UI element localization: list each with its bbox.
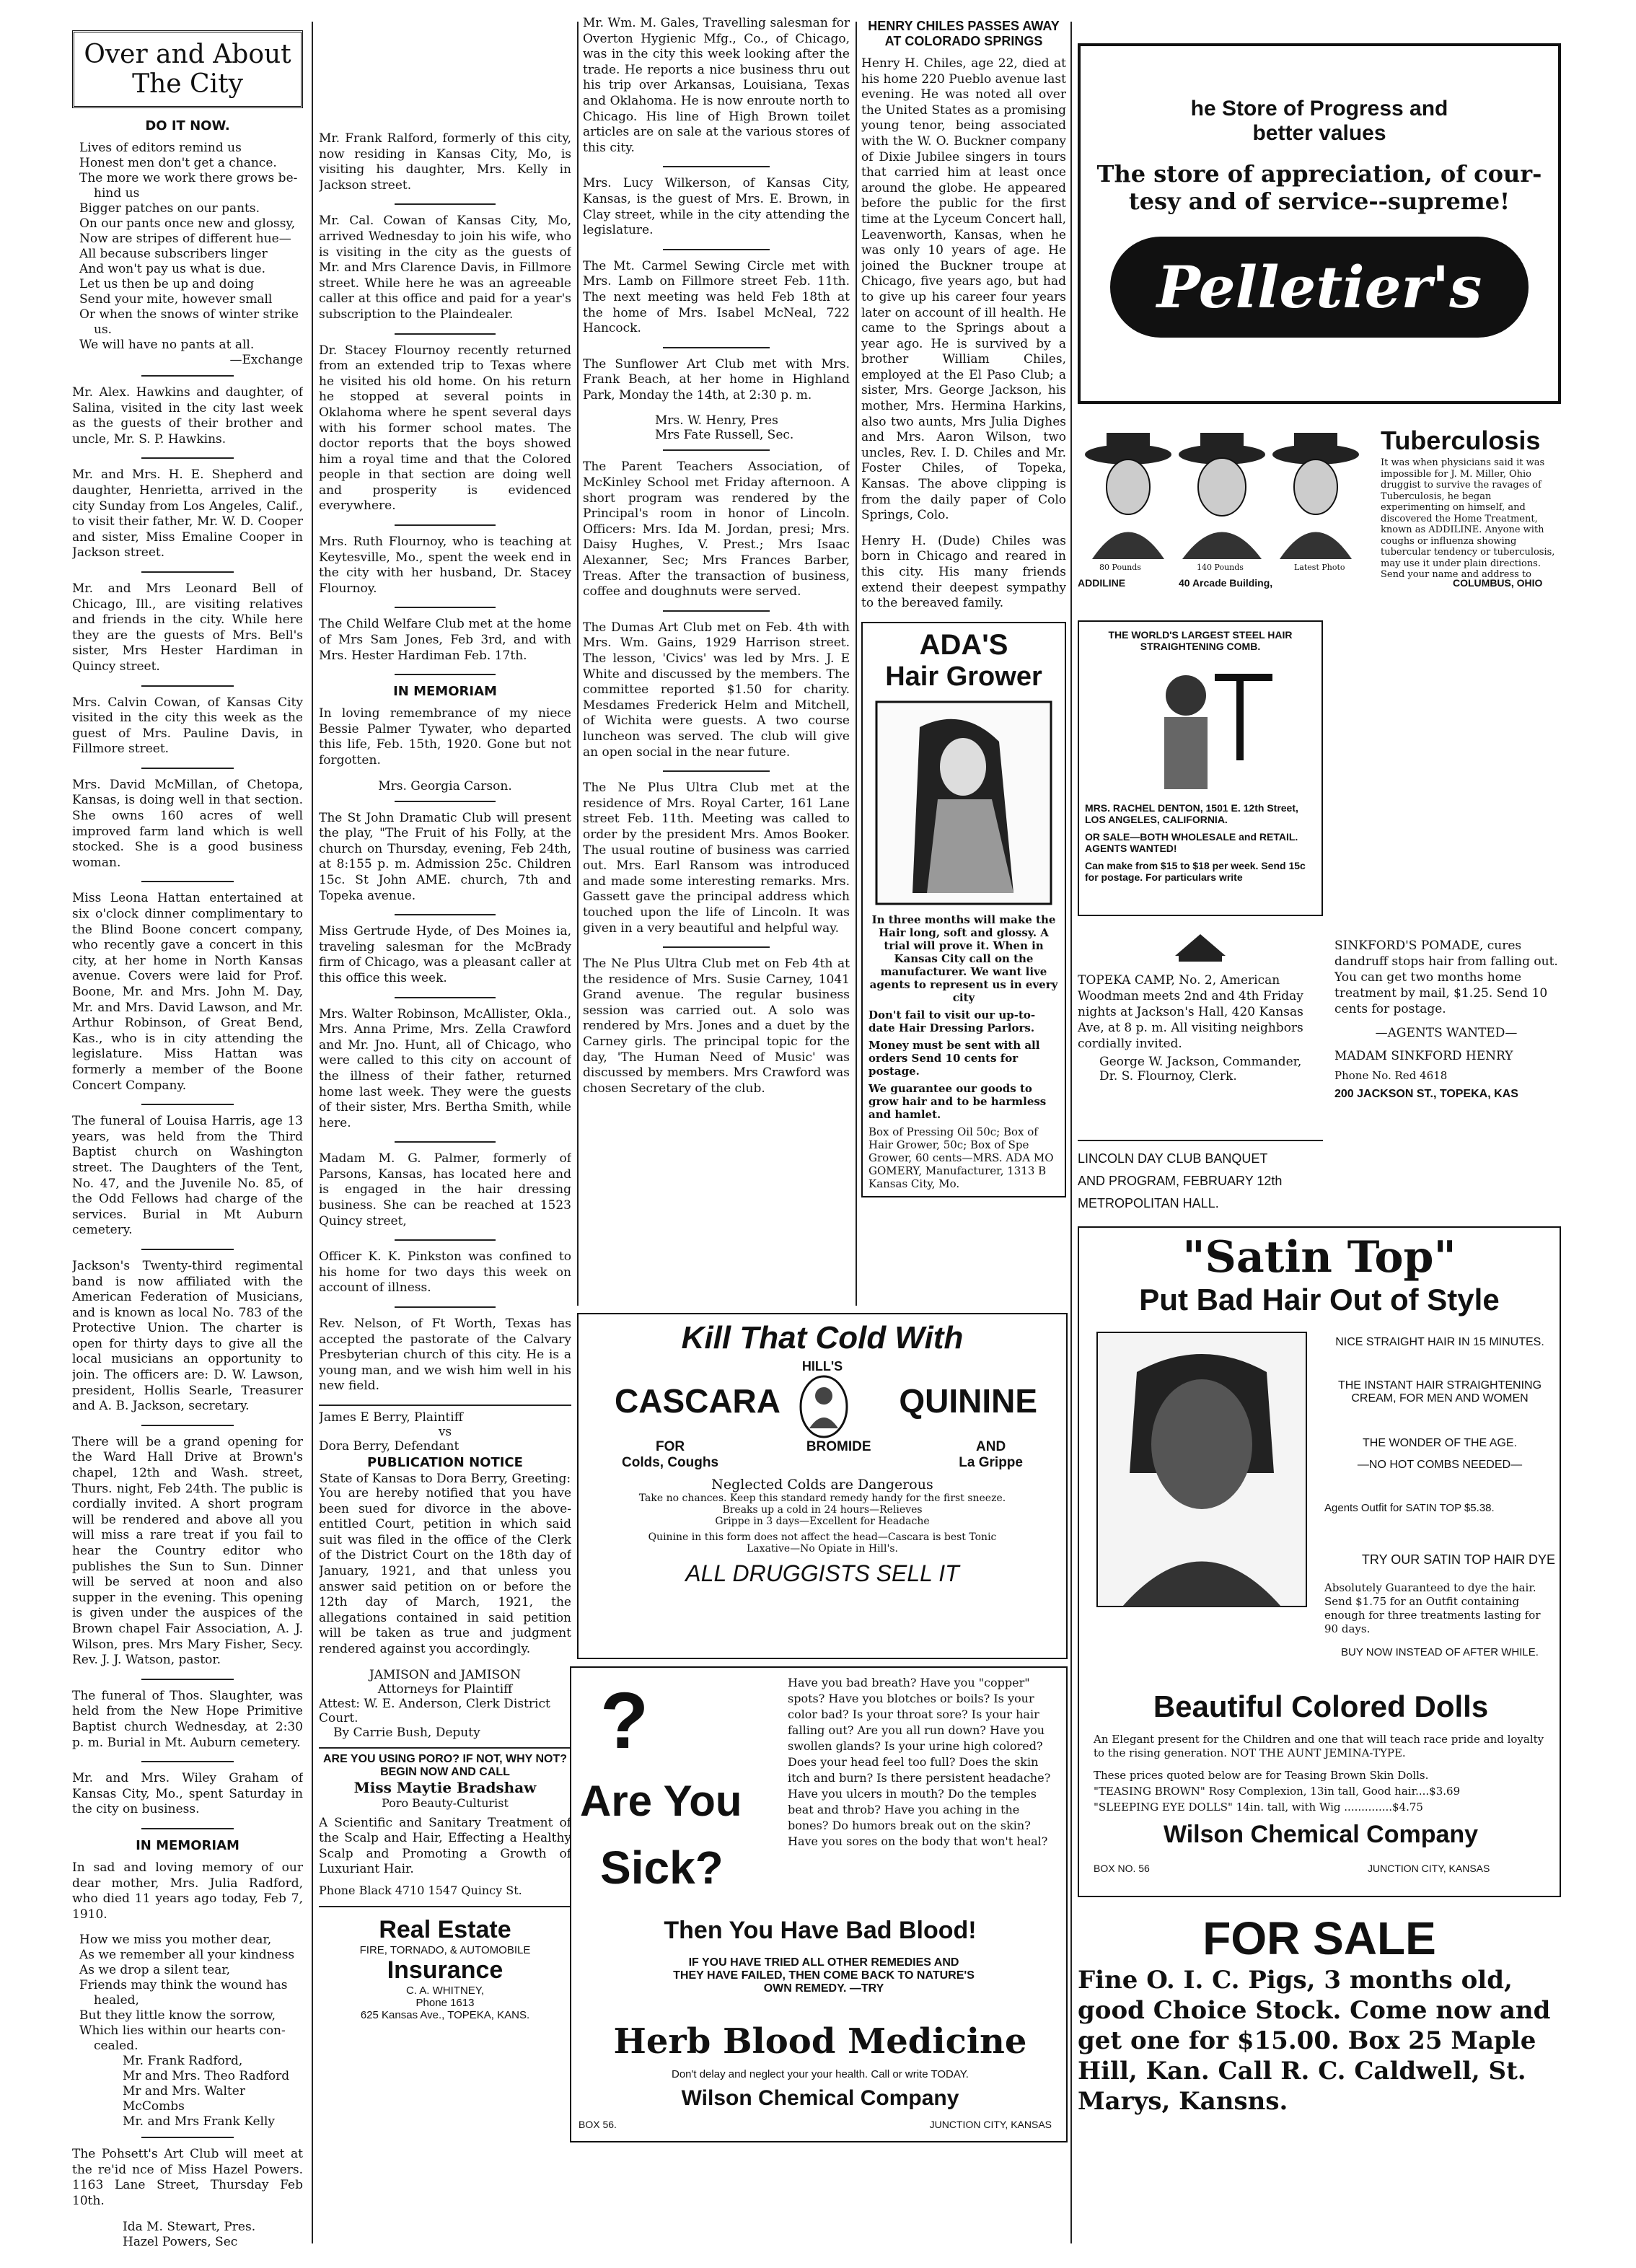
news-item: The Child Welfare Club met at the home of Mrs Sam Jones, Feb 3rd, and with Mrs. Hester Hardiman Feb. 17th.: [319, 617, 571, 663]
woodman-emblem-icon: [1171, 931, 1229, 967]
news-item: Mr. Frank Ralford, formerly of this city, now residing in Kansas City, Mo, is visiting his daughter, Mrs. Kelly in Jackson street.: [319, 131, 571, 193]
memoriam-text: In loving remembrance of my niece Bessie Palmer Tywater, who departed this life, Feb. 15th, 1920. Gone but not forgotten.: [319, 706, 571, 768]
column-rule: [577, 22, 579, 1306]
poem-title: DO IT NOW.: [145, 118, 230, 133]
woman-portrait-image: [869, 698, 1058, 907]
memoriam-poem: How we miss you mother dear, As we remember all your kindness As we drop a silent tear, Friends may think the wound has healed, But they little know the sorrow, Which lies within our hearts con- cealed. Mr. Frank Radford, Mr and Mrs. Theo Radford Mr and Mrs. Walter McCombs Mr. and Mrs Frank Kelly: [79, 1933, 295, 2129]
ada-ad: ADA'S Hair Grower In three months will make the Hair long, soft and glossy. A trial will prove it. When in Kansas City call on the manufacturer. We want live agents to represent us in every city Don't fail to visit our up-to-date Hair Dressing Parlors. Money must be sent with all orders Send 10 cents for postage. We guarantee our goods to grow hair and to be harmless and hamlet. Box of Pressing Oil 50c; Box of Hair Grower, 50c; Box of Spe Grower, 60 cents—MRS. ADA MO GOMERY, Manufacturer, 1313 B Kansas City, Mo.: [861, 622, 1066, 1197]
comb-ad: THE WORLD'S LARGEST STEEL HAIR STRAIGHTENING COMB. MRS. RACHEL DENTON, 1501 E. 12th Street, LOS ANGELES, CALIFORNIA. OR SALE—BOTH WHOLESALE and RETAIL. AGENTS WANTED! Can make from $15 to $18 per week. Send 15c for postage. For particulars write: [1078, 620, 1323, 916]
column-1: Over and About The City DO IT NOW. Lives of editors remind us Honest men don't get a chance. The more we work there grows be- hind us Bigger patches on our pants. On our pants once new and glossy, Now are stripes of different hue— All because subscribers linger And won't pay us what is due. Let us then be up and doing Send your mite, however small Or when the snows of winter strike us. We will have no pants at all. —Exchange Mr. Alex. Hawkins and daughter, of Salina, visited in the city last week as the guests of their brother and uncle, Mr. S. P. Hawkins. Mr. and Mrs. H. E. Shepherd and daughter, Henrietta, arrived in the city Sunday from Los Angeles, Calif., to visit their father, Mr. W. D. Cooper and sister, Miss Emaline Cooper in Jackson street. Mr. and Mrs Leonard Bell of Chicago, Ill., are visiting relatives and friends in the city. While here they are the guests of Mrs. Bell's sister, Mrs Hester Hardiman in Quincy street. Mrs. Calvin Cowan, of Kansas City visited in the city this week as the guest of Mrs. Pauline Davis, in Fillmore street. Mrs. David McMillan, of Chetopa, Kansas, is doing well in that section. She owns 160 acres of well improved farm land which is well stocked. She is a good business woman. Miss Leona Hattan entertained at six o'clock dinner complimentary to the Blind Boone concert company, who recently gave a concert in this city, at her home in North Kansas avenue. Covers were laid for Prof. Boone, Mr. and Mrs. John M. Day, Mr. and Mrs. David Lawson, and Mr. Arthur Robinson, of Great Bend, Kas., who is in city attending the legislature. Miss Hattan was formerly a member of the Boone Concert Company. The funeral of Louisa Harris, age 13 years, was held from the Third Baptist church on Washington street. The Daughters of the Tent, No. 47, and the Juvenile No. 85, of the Odd Fellows had charge of the services. Burial in Mt Auburn cemetery. Jackson's Twenty-third regimental band is now affiliated with the American Federation of Musicians, and is known as local No. 783 of the Protective Union. The charter is open for thirty days to give all the local musicians an opportunity to join. The officers are: D. W. Lawson, president, Hollis Searle, Treasurer and A. B. Jackson, secretary. There will be a grand opening for the Ward Hall Drive at Brown's chapel, 12th and Wash. street, Thurs. night, Feb 24th. The public is cordially invited. A short program will be rendered and above all you will miss a rare treat if you fail to hear the Country editor who publishes the Sun to Sun. Dinner will be served at noon and also supper in the evening. This opening is given under the auspices of the Brown chapel Fair Association, A. J. Wilson, pres. Mrs Mary Fisher, Secy. Rev. J. J. Watson, pastor. The funeral of Thos. Slaughter, was held from the New Hope Primitive Baptist church Wednesday, at 2:30 p. m. Burial in Mt. Auburn cemetery. Mr. and Mrs. Wiley Graham of Kansas City, Mo., spent Saturday in the city on business. IN MEMORIAM In sad and loving memory of our dear mother, Mrs. Julia Radford, who died 11 years ago today, Feb 7, 1910. How we miss you mother dear, As we remember all your kindness As we drop a silent tear, Friends may think the wound has healed, But they little know the sorrow, Which lies within our hearts con- cealed. Mr. Frank Radford, Mr and Mrs. Theo Radford Mr and Mrs. Walter McCombs Mr. and Mrs Frank Kelly The Pohsett's Art Club will meet at the re'id nce of Miss Hazel Powers. 1163 Lane Street, Thursday Feb 10th. Ida M. Stewart, Pres. Hazel Powers, Sec: [72, 16, 303, 2257]
news-item: Mrs. Ruth Flournoy, who is teaching at Keytesville, Mo., spent the week end in the city with her husband, Dr. Stacey Flournoy.: [319, 535, 571, 596]
chiles-headline: HENRY CHILES PASSES AWAY AT COLORADO SPRINGS: [868, 19, 1060, 48]
satin-top-ad: "Satin Top" Put Bad Hair Out of Style NICE STRAIGHT HAIR IN 15 MINUTES. THE INSTANT HAIR STRAIGHTENING CREAM, FOR MEN AND WOMEN THE WONDER OF THE AGE. —NO HOT COMBS NEEDED— Agents Outfit for SATIN TOP $5.38. TRY OUR SATIN TOP HAIR DYE Absolutely Guaranteed to dye the hair. Send $1.75 for an Outfit containing enough for three treatments lasting for 90 days. BUY NOW INSTEAD OF AFTER WHILE. Beautiful Colored Dolls An Elegant present for the Children and one that will teach race pride and loyalty to the rising generation. NOT THE AUNT JEMINA-TYPE. These prices quoted below are for Teasing Brown Skin Dolls. "TEASING BROWN" Rosy Complexion, 13in tall, Good hair....$3.69 "SLEEPING EYE DOLLS" 14in. tall, with Wig ..............$4.75 Wilson Chemical Company BOX NO. 56 JUNCTION CITY, KANSAS: [1078, 1226, 1561, 1897]
topeka-camp-notice: TOPEKA CAMP, No. 2, American Woodman meets 2nd and 4th Friday nights at Jackson's Hall, 420 Kansas Ave, at 8 p. m. All visiting neighbors cordially invited. George W. Jackson, Commander, Dr. S. Flournoy, Clerk.: [1078, 931, 1323, 1125]
news-item: Henry H. Chiles, age 22, died at his home 220 Pueblo avenue last evening. He was noted all over the United States as a promising young tenor, being associated with the W. O. Buckner company of Dixie Jubilee singers in tours that carried him at least once around the globe. He appeared before the public for the first time at the Lyceum Concert hall, Leavenworth, Kansas, when he was only 10 years of age. He joined the Buckner troupe at Chicago, five years ago, but had to give up his career four years later on account of ill health. He came to the Springs about a year ago. He is survived by a brother William Chiles, employed at the El Paso Club; a sister, Mrs. George Jackson, his mother, Mrs. Hermina Harkins, also two aunts, Mrs Julia Dighes and Mrs. Aaron Wilson, two uncles, Rev. I. D. Chiles and Mr. Foster Chiles, of Topeka, Kansas. The above clipping is from the daily paper of Colo Springs, Colo.: [861, 56, 1066, 523]
column-4: [861, 16, 1066, 1300]
news-item: There will be a grand opening for the Ward Hall Drive at Brown's chapel, 12th and Wash. street, Thurs. night, Feb 24th. The public is cordially invited. A short program will be rendered and above all you will miss a rare treat if you fail to hear the Country editor who publishes the Sun to Sun. Dinner will be served at noon and also supper in the evening. This opening is given under the auspices of the Brown chapel Fair Association, A. J. Wilson, pres. Mrs Mary Fisher, Secy. Rev. J. J. Watson, pastor.: [72, 1434, 303, 1668]
publication-notice: James E Berry, Plaintiff vs Dora Berry, Defendant PUBLICATION NOTICE State of Kansas to Dora Berry, Greeting: You are hereby notified that you have been sued for divorce in the above-entitled Court, petition in which said suit was filed in the office of the Clerk of the District Court on the 18th day of January, 1921, and that unless you answer said petition on or before the 12th day of March, 1921, the allegations contained in said petition will be taken as true and judgment rendered against you accordingly. JAMISON and JAMISON Attorneys for Plaintiff Attest: W. E. Anderson, Clerk District Court. By Carrie Bush, Deputy: [319, 1405, 571, 1740]
news-item: Mr. and Mrs Leonard Bell of Chicago, Ill., are visiting relatives and friends in the city. While here they are the guests of Mrs. Bell's sister, Mrs Hester Hardiman in Quincy street.: [72, 581, 303, 674]
news-item: The Sunflower Art Club met with Mrs. Frank Beach, at her home in Highland Park, Monday the 14th, at 2:30 p. m.: [583, 356, 850, 403]
news-item: Miss Leona Hattan entertained at six o'clock dinner complimentary to the Blind Boone concert company, who recently gave a concert in this city, at her home in North Kansas avenue. Covers were laid for Prof. Boone, Mr. and Mrs. John M. Day, Mr. and Mrs. David Lawson, and Mr. Arthur Robinson, of Great Bend, Kas., who is in city attending the legislature. Miss Hattan was formerly a member of the Boone Concert Company.: [72, 891, 303, 1093]
news-item: The Mt. Carmel Sewing Circle met with Mrs. Lamb on Fillmore street Feb. 11th. The next meeting was held Feb 18th at the home of Mrs. Isabel McNeal, 722 Hancock.: [583, 258, 850, 336]
memoriam-text: In sad and loving memory of our dear mother, Mrs. Julia Radford, who died 11 years ago today, Feb 7, 1910.: [72, 1860, 303, 1922]
masthead: Over and About The City: [72, 30, 303, 108]
news-item: Jackson's Twenty-third regimental band is now affiliated with the American Federation of Musicians, and is known as local No. 783 of the Protective Union. The charter is open for thirty days to give all the local musicians an opportunity to join. The officers are: D. W. Lawson, president, Hollis Searle, Treasurer and A. B. Jackson, secretary.: [72, 1258, 303, 1414]
news-item: Mrs. Walter Robinson, McAllister, Okla., Mrs. Anna Prime, Mrs. Zella Crawford and Mr. Jno. Hunt, all of Chicago, who were called to this city on account of the illness of their father, returned home last week. They were the guests of their sister, Mrs. Bertha Smith, while here.: [319, 1006, 571, 1130]
news-item: Mr. Wm. M. Gales, Travelling salesman for Overton Hygienic Mfg., Co., of Chicago, was in the city this week looking after the trade. He reports a nice business thru out his trip over Arkansas, Louisiana, Texas and Oklahoma. He is now enroute north to Chicago. His line of High Brown toilet articles are on sale at the various stores of this city.: [583, 16, 850, 155]
news-item: The Ne Plus Ultra Club met at the residence of Mrs. Royal Carter, 161 Lane street Feb. 11th. Meeting was called to order by the president Mrs. Amos Booker. The usual routine of business was carried out. Mrs. Earl Ransom was introduced and made some interesting remarks. Mrs. Gassett gave the principal address which touched upon the life of Lincoln. It was given in a very beautiful and helpful way.: [583, 781, 850, 936]
news-item: The Pohsett's Art Club will meet at the re'id nce of Miss Hazel Powers. 1163 Lane Street, Thursday Feb 10th.: [72, 2147, 303, 2209]
news-item: Mr. and Mrs. Wiley Graham of Kansas City, Mo., spent Saturday in the city on business.: [72, 1771, 303, 1817]
men-portraits-image: [1078, 426, 1373, 577]
memoriam-title: IN MEMORIAM: [136, 1837, 239, 1853]
news-item: The Parent Teachers Association, of McKinley School met Friday afternoon. A short program was rendered by the Principal's room in honor of Lincoln. Officers: Mrs. Ida M. Jordan, presi; Mrs. Daisy Hughes, V. Prest.; Mrs Isaac Alexanner, Sec; Mrs Frances Barber, Treas. After the transaction of business, coffee and doughnuts were served.: [583, 460, 850, 599]
poro-ad: ARE YOU USING PORO? IF NOT, WHY NOT? BEGIN NOW AND CALL Miss Maytie Bradshaw Poro Beauty-Culturist A Scientific and Sanitary Treatment of the Scalp and Hair, Effecting a Healthy Scalp and Promoting a Growth of Luxuriant Hair. Phone Black 4710 1547 Quincy St.: [319, 1747, 571, 1897]
news-item: Mr. Alex. Hawkins and daughter, of Salina, visited in the city last week as the guests of their brother and uncle, Mr. S. P. Hawkins.: [72, 385, 303, 447]
news-item: Mr. Cal. Cowan of Kansas City, Mo, arrived Wednesday to join his wife, who is visiting in the city as the guests of Mr. and Mrs Clarence Davis, in Fillmore street. While here he was an agreeable caller at this office and paid for a year's subscription to the Plaindealer.: [319, 214, 571, 322]
for-sale-ad: FOR SALE Fine O. I. C. Pigs, 3 months old, good Choice Stock. Come now and get one for $15.00. Box 25 Maple Hill, Kan. Call R. C. Caldwell, St. Marys, Kansns.: [1078, 1912, 1551, 2116]
man-portrait-icon: [795, 1374, 853, 1439]
news-item: Madam M. G. Palmer, formerly of Parsons, Kansas, has located here and is engaged in the hair dressing business. She can be reached at 1523 Quincy street,: [319, 1151, 571, 1228]
news-item: The Dumas Art Club met on Feb. 4th with Mrs. Wm. Gains, 1929 Harrison street. The lesson, 'Civics' was led by Mrs. J. E White and discussed by the members. The committee reported $1.50 for charity. Mesdames Frederick Helm and Mitchell, of Wichita were guests. A two course luncheon was served. The club will give an open social in the near future.: [583, 620, 850, 760]
news-item: Miss Gertrude Hyde, of Des Moines ia, traveling salesman for the McBrady firm of Chicago, was a pleasant caller at this office this week.: [319, 924, 571, 985]
news-item: The funeral of Louisa Harris, age 13 years, was held from the Third Baptist church on Washington street. The Daughters of the Tent, No. 47, and the Juvenile No. 85, of the Odd Fellows had charge of the services. Burial in Mt Auburn cemetery.: [72, 1114, 303, 1238]
column-3: Mr. Wm. M. Gales, Travelling salesman for Overton Hygienic Mfg., Co., of Chicago, was in the city this week looking after the trade. He reports a nice business thru out his trip over Arkansas, Louisiana, Texas and Oklahoma. He is now enroute north to Chicago. His line of High Brown toilet articles are on sale at the various stores of this city. Mrs. Lucy Wilkerson, of Kansas City, Kansas, is the guest of Mrs. E. Brown, in Clay street, while in the city attending the legislature. The Mt. Carmel Sewing Circle met with Mrs. Lamb on Fillmore street Feb. 11th. The next meeting was held Feb 18th at the home of Mrs. Isabel McNeal, 722 Hancock. The Sunflower Art Club met with Mrs. Frank Beach, at her home in Highland Park, Monday the 14th, at 2:30 p. m. Mrs. W. Henry, Pres Mrs Fate Russell, Sec. The Parent Teachers Association, of McKinley School met Friday afternoon. A short program was rendered by the Principal's room in honor of Lincoln. Officers: Mrs. Ida M. Jordan, presi; Mrs. Daisy Hughes, V. Prest.; Mrs Isaac Alexanner, Sec; Mrs Frances Barber, Treas. After the transaction of business, coffee and doughnuts were served. The Dumas Art Club met on Feb. 4th with Mrs. Wm. Gains, 1929 Harrison street. The lesson, 'Civics' was led by Mrs. J. E White and discussed by the members. The committee reported $1.50 for charity. Mesdames Frederick Helm and Mitchell, of Wichita were guests. A two course luncheon was served. The club will give an open social in the near future. The Ne Plus Ultra Club met at the residence of Mrs. Royal Carter, 161 Lane street Feb. 11th. Meeting was called to order by the president Mrs. Amos Booker. The usual routine of business was carried out. Mrs. Earl Ransom was introduced and made some interesting remarks. Mrs. Gassett gave the principal address which touched upon the life of Lincoln. It was given in a very beautiful and helpful way. The Ne Plus Ultra Club met on Feb 4th at the residence of Mrs. Susie Carney, 1041 Grand avenue. The regular business session was carried out. A solo was rendered by Mrs. Jones and a duet by the Carney girls. The principal topic for the day, 'The Human Need of Music' was discussed by members. Mrs Crawford was chosen Secretary of the club.: [583, 16, 850, 1096]
news-item: Mrs. Lucy Wilkerson, of Kansas City, Kansas, is the guest of Mrs. E. Brown, in Clay street, while in the city attending the legislature.: [583, 176, 850, 238]
pelletiers-logo: Pelletier's: [1110, 237, 1529, 338]
news-item: Mr. and Mrs. H. E. Shepherd and daughter, Henrietta, arrived in the city Sunday from Los Angeles, Calif., to visit their father, Mr. W. D. Cooper and sister, Miss Emaline Cooper in Jackson street.: [72, 467, 303, 561]
column-rule: [1070, 22, 1072, 2243]
column-rule: [312, 22, 313, 2243]
news-item: The St John Dramatic Club will present the play, "The Fruit of his Folly, at the church on Thursday, evening, Feb 24th, at 8:155 p. m. Admission 25c. Children 15c. St John AME. church, 7th and Topeka avenue.: [319, 810, 571, 903]
real-estate-ad: Real Estate FIRE, TORNADO, & AUTOMOBILE Insurance C. A. WHITNEY, Phone 1613 625 Kansas Ave., TOPEKA, KANS.: [319, 1906, 571, 2021]
herb-blood-ad: ? Are You Sick? Have you bad breath? Have you "copper" spots? Have you blotches or boils? Is your color bad? Is your throat sore? Is your hair falling out? Are you all run down? Have you swollen glands? Is your urine high colored? Does your head feel too full? Does the skin itch and burn? Is there persistent headache? Have you ulcers in mouth? Do the temples beat and throb? Have you aching in the bones? Do humors break out on the skin? Have you sores on the body that won't heal? Then You Have Bad Blood! IF YOU HAVE TRIED ALL OTHER REMEDIES AND THEY HAVE FAILED, THEN COME BACK TO NATURE'S OWN REMEDY. —TRY Herb Blood Medicine Don't delay and neglect your your health. Call or write TODAY. Wilson Chemical Company BOX 56. JUNCTION CITY, KANSAS: [570, 1666, 1068, 2142]
cascara-quinine-ad: Kill That Cold With HILL'S CASCARA QUININE FOR Colds, Coughs BROMIDE AND La Grippe Neglected Colds are Dangerous Take no chances. Keep this standard remedy handy for the first sneeze. Breaks up a cold in 24 hours—Relieves Grippe in 3 days—Excellent for Headache Quinine in this form does not affect the head—Cascara is best Tonic Laxative—No Opiate in Hill's. ALL DRUGGISTS SELL IT: [577, 1313, 1068, 1659]
column-rule: [856, 22, 857, 1306]
news-item: Henry H. (Dude) Chiles was born in Chicago and reared in this city. His many friends extend their deepest sympathy to the bereaved family.: [861, 533, 1066, 611]
comb-woman-image: [1121, 659, 1280, 796]
woman-portrait-image: [1094, 1329, 1310, 1610]
lincoln-day-notice: LINCOLN DAY CLUB BANQUET AND PROGRAM, FEBRUARY 12th METROPOLITAN HALL.: [1078, 1140, 1323, 1219]
news-item: Dr. Stacey Flournoy recently returned from an extended trip to Texas where he visited his old home. On his return he stopped at several points in Oklahoma where he spent several days with his former school mates. The doctor reports that the boys showed him a royal time and that the Colored people in that section are doing well and prosperity is evidenced everywhere.: [319, 343, 571, 514]
sinkford-pomade-ad: SINKFORD'S POMADE, cures dandruff stops hair from falling out. You can get two months home treatment by mail, $1.25. Send 10 cents for postage. —AGENTS WANTED— MADAM SINKFORD HENRY Phone No. Red 4618 200 JACKSON ST., TOPEKA, KAS: [1334, 939, 1558, 1100]
news-item: Mrs. Calvin Cowan, of Kansas City visited in the city this week as the guest of Mrs. Pauline Davis, in Fillmore street.: [72, 695, 303, 757]
memoriam-title: IN MEMORIAM: [393, 684, 497, 700]
news-item: The Ne Plus Ultra Club met on Feb 4th at the residence of Mrs. Susie Carney, 1041 Grand avenue. The regular business session was carried out. A solo was rendered by Mrs. Jones and a duet by the Carney girls. The principal topic for the day, 'The Human Need of Music' was discussed by members. Mrs Crawford was chosen Secretary of the club.: [583, 957, 850, 1096]
tuberculosis-ad: 80 Pounds 140 Pounds Latest Photo Tuberculosis It was when physicians said it was impossible for J. M. Miller, Ohio druggist to survive the ravages of Tuberculosis, he began experimenting on himself, and discovered the Home Treatment, known as ADDILINE. Anyone with coughs or influenza showing tubercular tendency or tuberculosis, may use it under plain directions. Send your name and address to ADDILINE 40 Arcade Building, COLUMBUS, OHIO: [1078, 426, 1555, 589]
news-item: Officer K. K. Pinkston was confined to his home for two days this week on account of illness.: [319, 1249, 571, 1296]
pelletiers-ad: he Store of Progress and better values The store of appreciation, of cour- tesy and of service--supreme! Pelletier's: [1078, 43, 1561, 404]
news-item: Mrs. David McMillan, of Chetopa, Kansas, is doing well in that section. She owns 160 acres of well improved farm land which is well stocked. She is a good business woman.: [72, 777, 303, 870]
column-2: Mr. Frank Ralford, formerly of this city, now residing in Kansas City, Mo, is visiting his daughter, Mrs. Kelly in Jackson street. Mr. Cal. Cowan of Kansas City, Mo, arrived Wednesday to join his wife, who is visiting in the city as the guests of Mr. and Mrs Clarence Davis, in Fillmore street. While here he was an agreeable caller at this office and paid for a year's subscription to the Plaindealer. Dr. Stacey Flournoy recently returned from an extended trip to Texas where he visited his old home. On his return he stopped at several points in Oklahoma where he spent several days with his former school mates. The doctor reports that the boys showed him a royal time and that the Colored people in that section are doing well and prosperity is evidenced everywhere. Mrs. Ruth Flournoy, who is teaching at Keytesville, Mo., spent the week end in the city with her husband, Dr. Stacey Flournoy. The Child Welfare Club met at the home of Mrs Sam Jones, Feb 3rd, and with Mrs. Hester Hardiman Feb. 17th. IN MEMORIAM In loving remembrance of my niece Bessie Palmer Tywater, who departed this life, Feb. 15th, 1920. Gone but not forgotten. Mrs. Georgia Carson. The St John Dramatic Club will present the play, "The Fruit of his Folly, at the church on Thursday, evening, Feb 24th, at 8:155 p. m. Admission 25c. Children 15c. St John AME. church, 7th and Topeka avenue. Miss Gertrude Hyde, of Des Moines ia, traveling salesman for the McBrady firm of Chicago, was a pleasant caller at this office this week. Mrs. Walter Robinson, McAllister, Okla., Mrs. Anna Prime, Mrs. Zella Crawford and Mr. Jno. Hunt, all of Chicago, who were called to this city on account of the illness of their father, returned home last week. They were the guests of their sister, Mrs. Bertha Smith, while here. Madam M. G. Palmer, formerly of Parsons, Kansas, has located here and is engaged in the hair dressing business. She can be reached at 1523 Quincy street, Officer K. K. Pinkston was confined to his home for two days this week on account of illness. Rev. Nelson, of Ft Worth, Texas has accepted the pastorate of the Calvary Presbyterian church of this city. He is a young man, and we wish him well in his new field. James E Berry, Plaintiff vs Dora Berry, Defendant PUBLICATION NOTICE State of Kansas to Dora Berry, Greeting: You are hereby notified that you have been sued for divorce in the above-entitled Court, petition in which said suit was filed in the office of the Clerk of the District Court on the 18th day of January, 1921, and that unless you answer said petition on or before the 12th day of March, 1921, the allegations contained in said petition will be taken as true and judgment rendered against you accordingly. JAMISON and JAMISON Attorneys for Plaintiff Attest: W. E. Anderson, Clerk District Court. By Carrie Bush, Deputy ARE YOU USING PORO? IF NOT, WHY NOT? BEGIN NOW AND CALL Miss Maytie Bradshaw Poro Beauty-Culturist A Scientific and Sanitary Treatment of the Scalp and Hair, Effecting a Healthy Scalp and Promoting a Growth of Luxuriant Hair. Phone Black 4710 1547 Quincy St. Real Estate FIRE, TORNADO, & AUTOMOBILE Insurance C. A. WHITNEY, Phone 1613 625 Kansas Ave., TOPEKA, KANS.: [319, 131, 571, 2021]
news-item: The funeral of Thos. Slaughter, was held from the New Hope Primitive Baptist church Wednesday, at 2:30 p. m. Burial in Mt. Auburn cemetery.: [72, 1688, 303, 1750]
poem: Lives of editors remind us Honest men don't get a chance. The more we work there grows be- hind us Bigger patches on our pants. On our pants once new and glossy, Now are stripes of different hue— All because subscribers linger And won't pay us what is due. Let us then be up and doing Send your mite, however small Or when the snows of winter strike us. We will have no pants at all. —Exchange: [79, 141, 303, 367]
news-item: Rev. Nelson, of Ft Worth, Texas has accepted the pastorate of the Calvary Presbyterian church of this city. He is a young man, and we wish him well in his new field.: [319, 1317, 571, 1394]
